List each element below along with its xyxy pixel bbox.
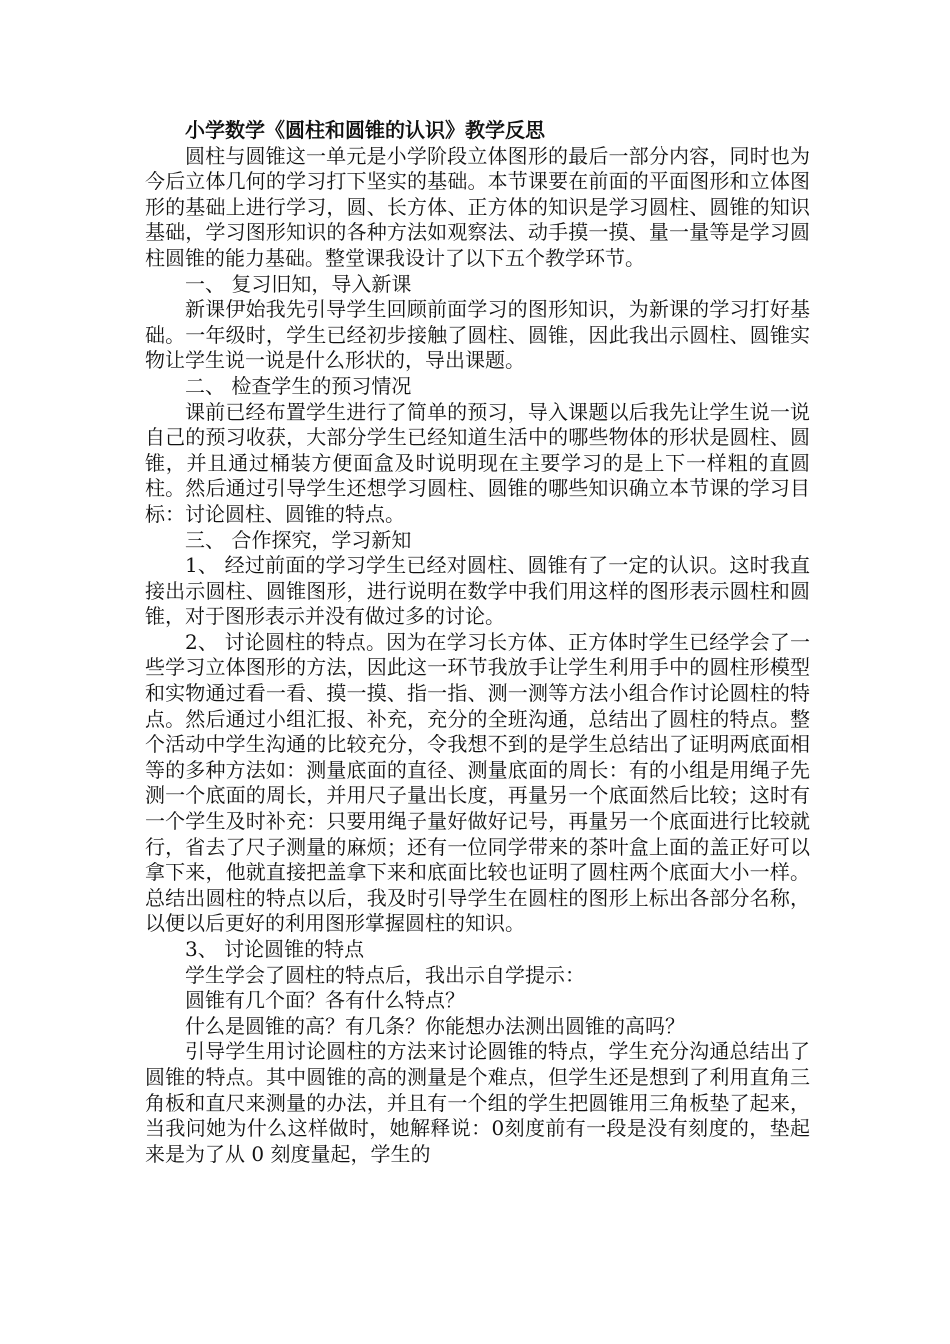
- document-page: [145, 118, 810, 1167]
- section-heading-1: 一、 复习旧知，导入新课: [185, 271, 412, 296]
- paragraph-intro: 圆柱与圆锥这一单元是小学阶段立体图形的最后一部分内容，同时也为今后立体几何的学习打下坚实的基础。本节课要在前面的平面图形和立体图形的基础上进行学习，圆、长方体、正方体的知识是学习圆柱、圆锥的知识基础，学习图形知识的各种方法如观察法、动手摸一摸、量一量等是学习圆柱圆锥的能力基础。整堂课我设计了以下五个教学环节。: [145, 143, 810, 270]
- section-heading-3: 三、 合作探究，学习新知: [185, 527, 412, 552]
- subheading-step-3: 3、 讨论圆锥的特点: [185, 937, 365, 961]
- paragraph-cone-discussion: 引导学生用讨论圆柱的方法来讨论圆锥的特点，学生充分沟通总结出了圆锥的特点。其中圆锥的高的测量是个难点，但学生还是想到了利用直角三角板和直尺来测量的办法，并且有一个组的学生把圆锥用三角板垫了起来，当我问她为什么这样做时，她解释说：0刻度前有一段是没有刻度的，垫起来是为了从 0 刻度量起，学生的: [145, 1039, 810, 1166]
- paragraph-section-1: 新课伊始我先引导学生回顾前面学习的图形知识，为新课的学习打好基础。一年级时，学生已经初步接触了圆柱、圆锥，因此我出示圆柱、圆锥实物让学生说一说是什么形状的，导出课题。: [145, 297, 810, 373]
- paragraph-step-1: 1、 经过前面的学习学生已经对圆柱、圆锥有了一定的认识。这时我直接出示圆柱、圆锥图形，进行说明在数学中我们用这样的图形表示圆柱和圆锥，对于图形表示并没有做过多的讨论。: [145, 553, 810, 629]
- paragraph-question-2: 什么是圆锥的高？有几条？你能想办法测出圆锥的高吗？: [185, 1013, 685, 1038]
- paragraph-prompt-intro: 学生学会了圆柱的特点后，我出示自学提示：: [185, 962, 585, 987]
- paragraph-section-2: 课前已经布置学生进行了简单的预习，导入课题以后我先让学生说一说自己的预习收获，大部分学生已经知道生活中的哪些物体的形状是圆柱、圆锥，并且通过桶装方便面盒及时说明现在主要学习的是上下一样粗的直圆柱。然后通过引导学生还想学习圆柱、圆锥的哪些知识确立本节课的学习目标：讨论圆柱、圆锥的特点。: [145, 399, 810, 526]
- document-title: 小学数学《圆柱和圆锥的认识》教学反思: [185, 118, 545, 142]
- section-heading-2: 二、 检查学生的预习情况: [185, 373, 412, 398]
- paragraph-step-2: 2、 讨论圆柱的特点。因为在学习长方体、正方体时学生已经学会了一些学习立体图形的方法，因此这一环节我放手让学生利用手中的圆柱形模型和实物通过看一看、摸一摸、指一指、测一测等方法小组合作讨论圆柱的特点。然后通过小组汇报、补充，充分的全班沟通，总结出了圆柱的特点。整个活动中学生沟通的比较充分，令我想不到的是学生总结出了证明两底面相等的多种方法如：测量底面的直径、测量底面的周长：有的小组是用绳子先测一个底面的周长，并用尺子量出长度，再量另一个底面然后比较；这时有一个学生及时补充：只要用绳子量好做好记号，再量另一个底面进行比较就行，省去了尺子测量的麻烦；还有一位同学带来的茶叶盒上面的盖正好可以拿下来，他就直接把盖拿下来和底面比较也证明了圆柱两个底面大小一样。总结出圆柱的特点以后，我及时引导学生在圆柱的图形上标出各部分名称，以便以后更好的利用图形掌握圆柱的知识。: [145, 629, 810, 936]
- paragraph-question-1: 圆锥有几个面？各有什么特点？: [185, 988, 465, 1013]
